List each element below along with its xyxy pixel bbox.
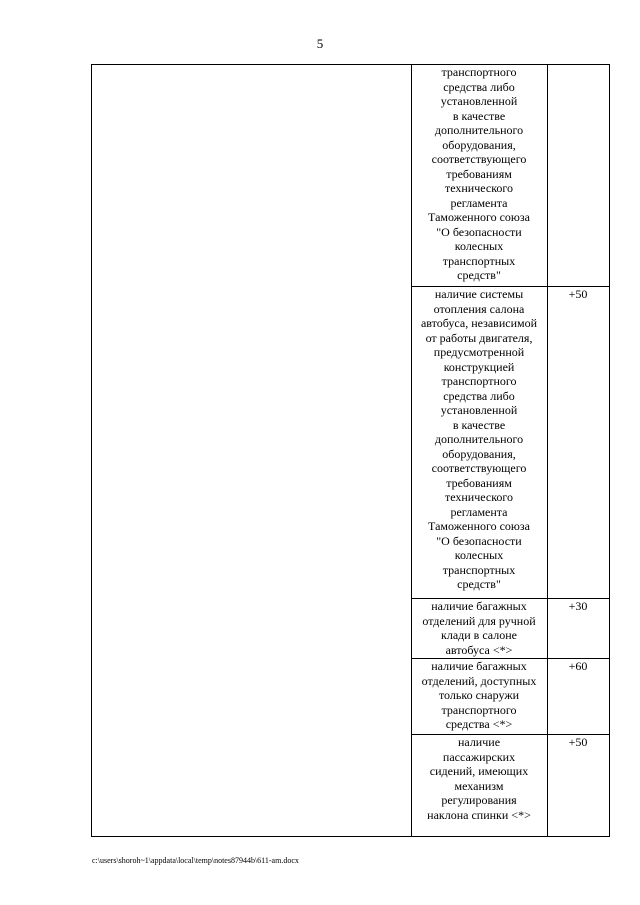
table-row bbox=[411, 65, 609, 287]
criterion-text bbox=[411, 735, 547, 822]
criterion-line: конструкцией bbox=[443, 359, 515, 374]
criterion-line: транспортных bbox=[442, 253, 516, 268]
criterion-line: оборудования, bbox=[442, 446, 516, 461]
criterion-line: установленной bbox=[440, 403, 518, 417]
file-path-footer: c:\users\shoroh~1\appdata\local\temp\notes87944b\611-am.docx bbox=[92, 856, 299, 865]
criterion-line: клади в салоне bbox=[441, 628, 517, 642]
criterion-line: только снаружи bbox=[438, 688, 520, 702]
criterion-line: оборудования, bbox=[442, 137, 516, 152]
criterion-line: соответствующего bbox=[431, 461, 527, 475]
criterion-line: требованиям bbox=[446, 166, 512, 181]
criterion-text bbox=[411, 287, 547, 592]
criterion-line: в качестве bbox=[452, 108, 506, 123]
criterion-line: регламента bbox=[450, 504, 508, 519]
criterion-line: дополнительного bbox=[434, 123, 524, 137]
table-row bbox=[411, 659, 609, 735]
criterion-line: транспортного bbox=[441, 702, 517, 717]
criterion-line: технического bbox=[444, 490, 514, 504]
criterion-line: транспортных bbox=[442, 562, 516, 577]
page-number: 5 bbox=[316, 36, 324, 51]
criterion-text bbox=[411, 599, 547, 657]
criterion-line: регулирования bbox=[441, 793, 517, 807]
criterion-text bbox=[411, 65, 547, 283]
criteria-table bbox=[91, 64, 610, 837]
criterion-line: наличие bbox=[457, 735, 501, 749]
criterion-line: автобуса <*> bbox=[445, 642, 513, 657]
criterion-line: наличие багажных bbox=[431, 659, 527, 673]
criterion-line: средства либо bbox=[443, 79, 515, 94]
criterion-line: наклона спинки <*> bbox=[427, 807, 531, 822]
score-value: +50 bbox=[568, 735, 588, 749]
score-value: +30 bbox=[568, 599, 588, 613]
criterion-line: отделений, доступных bbox=[421, 673, 537, 688]
criterion-line: "О безопасности bbox=[436, 533, 522, 548]
criterion-line: транспортного bbox=[441, 374, 517, 388]
criterion-line: Таможенного союза bbox=[428, 210, 530, 224]
score-value: +60 bbox=[568, 659, 588, 673]
criterion-line: отопления салона bbox=[433, 301, 525, 316]
criterion-line: отделений для ручной bbox=[422, 613, 536, 628]
score-value: +50 bbox=[568, 287, 588, 301]
criterion-line: требованиям bbox=[446, 475, 512, 490]
criterion-line: дополнительного bbox=[434, 432, 524, 446]
table-row bbox=[411, 599, 609, 659]
criterion-line: от работы двигателя, bbox=[425, 330, 533, 345]
criterion-line: средств" bbox=[457, 577, 501, 591]
table-row bbox=[411, 287, 609, 599]
criterion-line: сидений, имеющих bbox=[429, 764, 529, 778]
criterion-line: "О безопасности bbox=[436, 224, 522, 239]
table-row bbox=[411, 735, 609, 836]
criterion-line: средства либо bbox=[443, 388, 515, 403]
criterion-line: колесных bbox=[454, 548, 504, 562]
criterion-line: наличие багажных bbox=[431, 599, 527, 613]
criterion-text bbox=[411, 659, 547, 732]
criterion-line: установленной bbox=[440, 94, 518, 108]
criterion-line: предусмотренной bbox=[433, 345, 525, 359]
criterion-line: механизм bbox=[454, 778, 504, 793]
criterion-line: соответствующего bbox=[431, 152, 527, 166]
criterion-line: в качестве bbox=[452, 417, 506, 432]
criterion-line: регламента bbox=[450, 195, 508, 210]
criterion-line: колесных bbox=[454, 239, 504, 253]
criterion-line: Таможенного союза bbox=[428, 519, 530, 533]
criterion-line: транспортного bbox=[441, 65, 517, 79]
criterion-line: средств" bbox=[457, 268, 501, 282]
criterion-line: наличие системы bbox=[434, 287, 524, 301]
criterion-line: пассажирских bbox=[442, 749, 516, 764]
criterion-line: автобуса, независимой bbox=[420, 316, 538, 330]
criterion-line: технического bbox=[444, 181, 514, 195]
criterion-line: средства <*> bbox=[445, 717, 513, 731]
